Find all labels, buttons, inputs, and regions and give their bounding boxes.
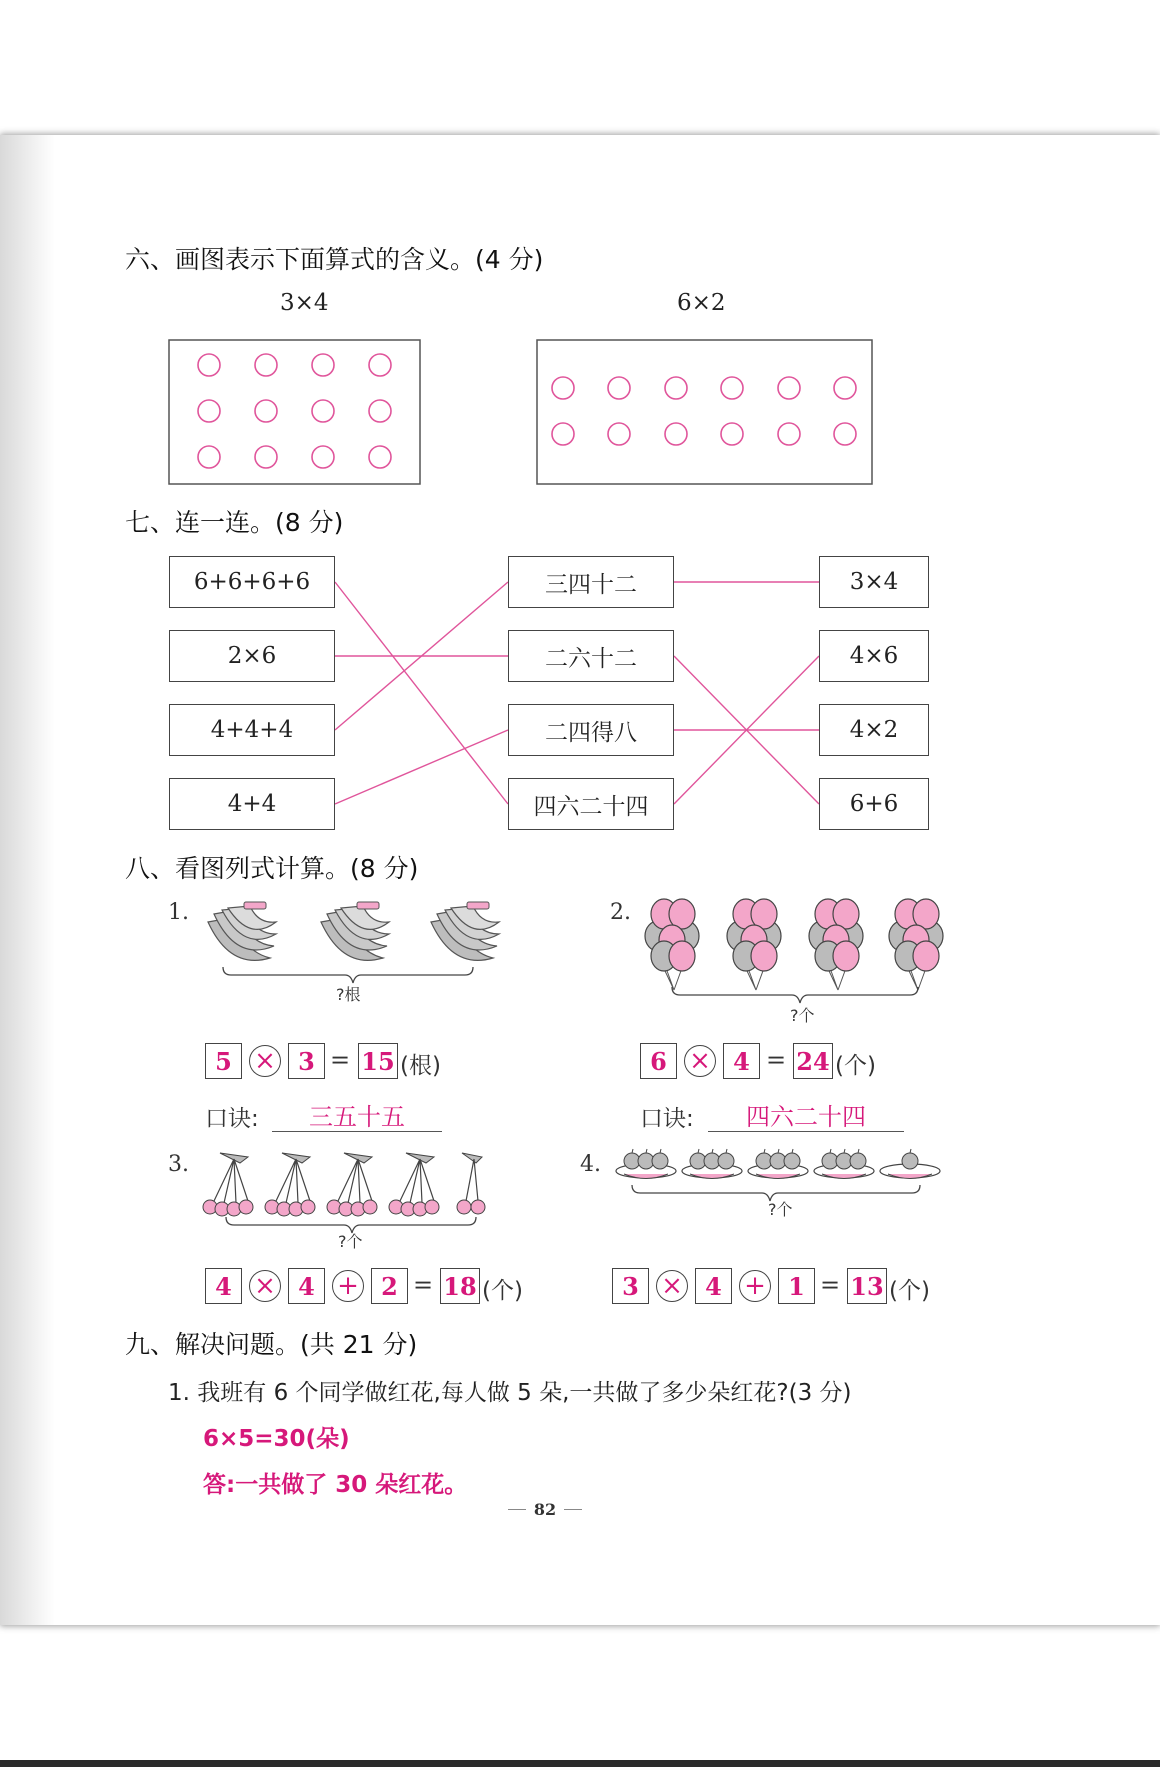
problem1-brace-label: ?根 xyxy=(336,985,361,1004)
problem3-number: 3. xyxy=(168,1152,189,1177)
section9-question-1: 1. 我班有 6 个同学做红花,每人做 5 朵,一共做了多少朵红花?(3 分) xyxy=(168,1380,852,1406)
section7-heading: 七、连一连。(8 分) xyxy=(125,508,344,537)
match-mid-2[interactable]: 二六十二 xyxy=(508,630,674,682)
footer-dash-right xyxy=(564,1509,582,1510)
p4-answer-b[interactable]: 4 xyxy=(695,1268,732,1304)
match-right-1[interactable]: 3×4 xyxy=(819,556,929,608)
section6-heading: 六、画图表示下面算式的含义。(4 分) xyxy=(125,245,544,274)
p3-answer-b[interactable]: 4 xyxy=(288,1268,325,1304)
section9-answer[interactable]: 答:一共做了 30 朵红花。 xyxy=(203,1472,468,1498)
p4-answer-a[interactable]: 3 xyxy=(612,1268,649,1304)
match-right-4[interactable]: 6+6 xyxy=(819,778,929,830)
p4-unit: (个) xyxy=(889,1278,930,1304)
bottom-bar xyxy=(0,1760,1160,1767)
match-right-2[interactable]: 4×6 xyxy=(819,630,929,682)
p1-answer-a[interactable]: 5 xyxy=(205,1043,242,1079)
match-left-1[interactable]: 6+6+6+6 xyxy=(169,556,335,608)
p4-operator-circle[interactable]: × xyxy=(656,1270,688,1302)
match-mid-4[interactable]: 四六二十四 xyxy=(508,778,674,830)
p4-answer-c[interactable]: 1 xyxy=(778,1268,815,1304)
section8-heading: 八、看图列式计算。(8 分) xyxy=(125,854,419,883)
problem2-number: 2. xyxy=(610,900,631,925)
section6-expr-a: 3×4 xyxy=(280,290,329,316)
p3-answer-a[interactable]: 4 xyxy=(205,1268,242,1304)
p2-equals: = xyxy=(766,1046,787,1074)
page-number: 82 xyxy=(533,1500,557,1519)
p3-operator2-circle[interactable]: + xyxy=(332,1270,364,1302)
section6-expr-b: 6×2 xyxy=(677,290,726,316)
page-number-footer xyxy=(500,1500,590,1519)
p1-koujue-answer[interactable]: 三五十五 xyxy=(272,1097,442,1132)
problem2-brace-label: ?个 xyxy=(790,1006,815,1025)
p3-unit: (个) xyxy=(482,1278,523,1304)
match-left-2[interactable]: 2×6 xyxy=(169,630,335,682)
match-mid-1[interactable]: 三四十二 xyxy=(508,556,674,608)
p1-answer-result[interactable]: 15 xyxy=(358,1043,398,1079)
p2-koujue-label: 口诀: xyxy=(640,1106,694,1132)
problem3-brace-label: ?个 xyxy=(338,1232,363,1251)
match-right-3[interactable]: 4×2 xyxy=(819,704,929,756)
p1-answer-b[interactable]: 3 xyxy=(288,1043,325,1079)
footer-dash-left xyxy=(508,1509,526,1510)
p3-operator-circle[interactable]: × xyxy=(249,1270,281,1302)
balloon-groups-illustration xyxy=(640,893,960,1015)
problem1-number: 1. xyxy=(168,900,189,925)
problem4-brace-label: ?个 xyxy=(768,1200,793,1219)
p4-operator2-circle[interactable]: + xyxy=(739,1270,771,1302)
match-left-3[interactable]: 4+4+4 xyxy=(169,704,335,756)
p1-koujue-label: 口诀: xyxy=(205,1106,259,1132)
p2-answer-b[interactable]: 4 xyxy=(723,1043,760,1079)
match-left-4[interactable]: 4+4 xyxy=(169,778,335,830)
section9-heading: 九、解决问题。(共 21 分) xyxy=(125,1330,418,1359)
p2-operator-circle[interactable]: × xyxy=(684,1045,716,1077)
p2-koujue-answer[interactable]: 四六二十四 xyxy=(708,1097,904,1132)
p4-equals: = xyxy=(820,1271,841,1299)
p1-operator-circle[interactable]: × xyxy=(249,1045,281,1077)
problem4-number: 4. xyxy=(580,1152,601,1177)
p2-answer-result[interactable]: 24 xyxy=(793,1043,833,1079)
p1-unit: (根) xyxy=(400,1053,441,1079)
p3-answer-result[interactable]: 18 xyxy=(440,1268,480,1304)
p2-answer-a[interactable]: 6 xyxy=(640,1043,677,1079)
p4-answer-result[interactable]: 13 xyxy=(847,1268,887,1304)
section9-calculation[interactable]: 6×5=30(朵) xyxy=(203,1426,350,1452)
p3-equals: = xyxy=(413,1271,434,1299)
p1-equals: = xyxy=(330,1046,351,1074)
p3-answer-c[interactable]: 2 xyxy=(371,1268,408,1304)
match-mid-3[interactable]: 二四得八 xyxy=(508,704,674,756)
p2-unit: (个) xyxy=(835,1053,876,1079)
